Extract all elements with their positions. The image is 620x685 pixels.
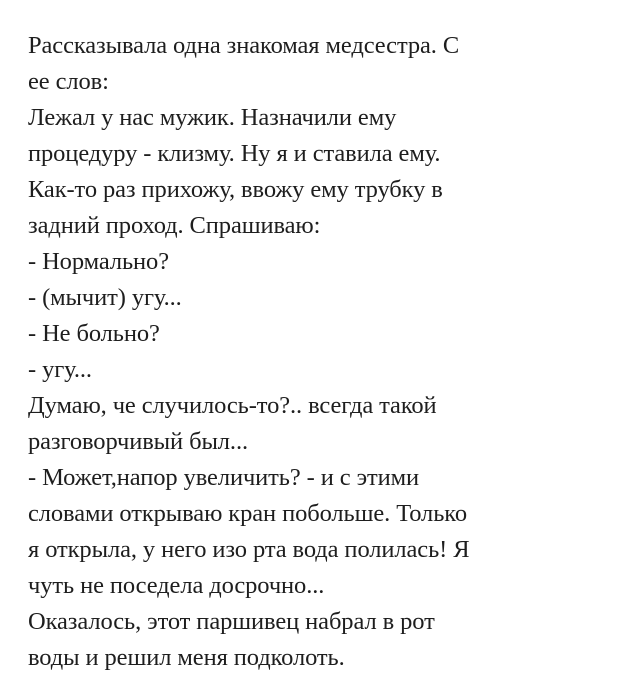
story-line: задний проход. Спрашиваю:: [28, 212, 321, 239]
story-line: Думаю, че случилось-то?.. всегда такой: [28, 392, 437, 419]
dialogue-line: - Не больно?: [28, 320, 160, 347]
story-line: словами открываю кран побольше. Только: [28, 500, 467, 527]
story-line: я открыла, у него изо рта вода полилась! Я: [28, 536, 470, 563]
story-line: воды и решил меня подколоть.: [28, 644, 345, 671]
story-line: разговорчивый был...: [28, 428, 249, 455]
story-line: Как-то раз прихожу, ввожу ему трубку в: [28, 176, 443, 203]
dialogue-line: - Может,напор увеличить? - и с этими: [28, 464, 420, 491]
dialogue-line: - угу...: [28, 356, 92, 383]
story-line: ее слов:: [28, 68, 109, 95]
story-line: чуть не поседела досрочно...: [28, 572, 325, 599]
story-line: Оказалось, этот паршивец набрал в рот: [28, 608, 435, 635]
story-line: процедуру - клизму. Ну я и ставила ему.: [28, 140, 441, 167]
story-line: Рассказывала одна знакомая медсестра. С: [28, 32, 460, 59]
story-text: [28, 28, 608, 676]
dialogue-line: - Нормально?: [28, 248, 169, 275]
dialogue-line: - (мычит) угу...: [28, 284, 182, 311]
story-line: Лежал у нас мужик. Назначили ему: [28, 104, 397, 131]
